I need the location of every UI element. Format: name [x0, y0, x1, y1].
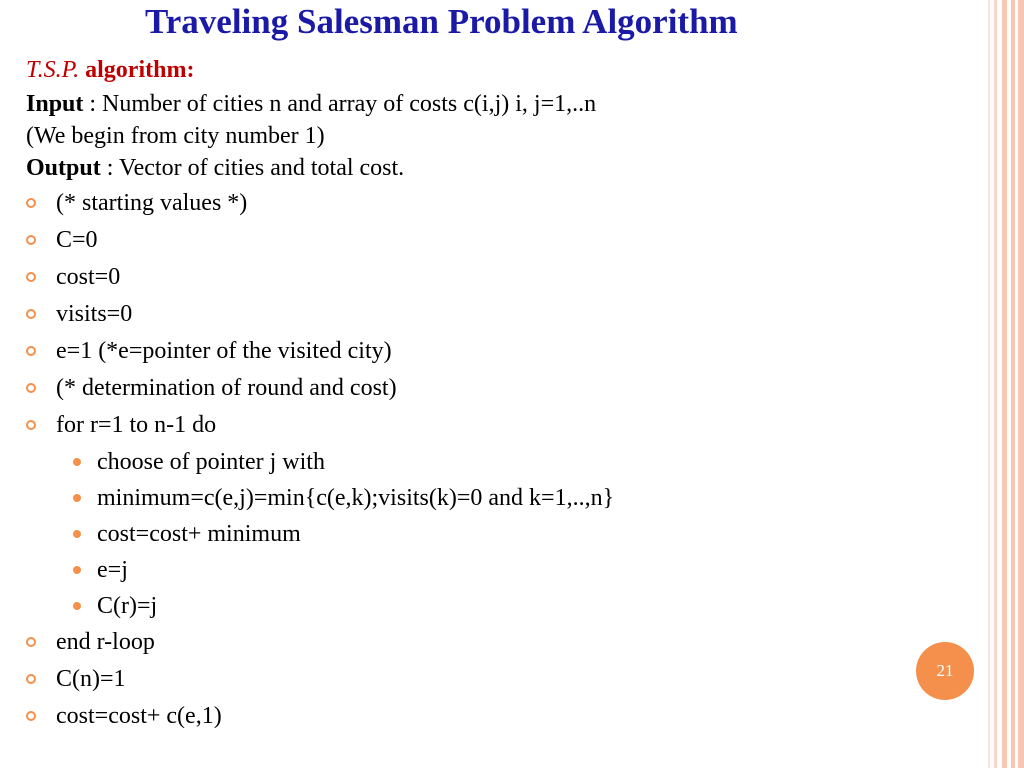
dot-bullet-icon	[73, 566, 81, 574]
ring-bullet-icon	[26, 383, 36, 393]
list-item	[26, 259, 906, 296]
list-item	[26, 333, 906, 370]
list-item	[26, 407, 906, 444]
sub-list-item-text: cost=cost+ minimum	[97, 521, 301, 547]
sub-list-item	[26, 588, 906, 624]
list-item	[26, 222, 906, 259]
list-item	[26, 698, 906, 735]
stripe	[994, 0, 997, 768]
dot-bullet-icon	[73, 530, 81, 538]
ring-bullet-icon	[26, 235, 36, 245]
list-item	[26, 185, 906, 222]
sub-list-item	[26, 480, 906, 516]
list-item-text: cost=0	[56, 264, 121, 290]
stripe	[1002, 0, 1007, 768]
input-text: : Number of cities n and array of costs c(i,j) i, j=1,..n	[83, 91, 597, 117]
ring-bullet-icon	[26, 346, 36, 356]
ring-bullet-icon	[26, 711, 36, 721]
list-item-text: C=0	[56, 227, 98, 253]
output-label: Output	[26, 155, 101, 181]
sub-list-item	[26, 552, 906, 588]
list-item-text: e=1 (*e=pointer of the visited city)	[56, 338, 392, 364]
stripe	[1018, 0, 1024, 768]
list-item	[26, 296, 906, 333]
list-item-text: (* determination of round and cost)	[56, 375, 397, 401]
decorative-stripes	[984, 0, 1024, 768]
sub-list-item-text: e=j	[97, 557, 128, 583]
dot-bullet-icon	[73, 494, 81, 502]
page-number-badge: 21	[916, 642, 974, 700]
stripe	[988, 0, 990, 768]
output-text: : Vector of cities and total cost.	[100, 155, 405, 181]
dot-bullet-icon	[73, 458, 81, 466]
list-item-text: (* starting values *)	[56, 190, 248, 216]
algorithm-heading	[26, 53, 906, 87]
list-item-text: end r-loop	[56, 629, 155, 655]
sub-list-item	[26, 444, 906, 480]
slide-content	[26, 53, 906, 735]
list-item	[26, 624, 906, 661]
list-item-text: visits=0	[56, 301, 133, 327]
sub-list-item-text: choose of pointer j with	[97, 449, 325, 475]
sub-list-item-text: minimum=c(e,j)=min{c(e,k);visits(k)=0 and k=1,..,n}	[97, 485, 615, 511]
sub-list-item-text: C(r)=j	[97, 593, 158, 619]
list-item-text: for r=1 to n-1 do	[56, 412, 217, 438]
algorithm-heading-abbrev: T.S.P.	[26, 57, 80, 83]
ring-bullet-icon	[26, 420, 36, 430]
ring-bullet-icon	[26, 637, 36, 647]
slide-title: Traveling Salesman Problem Algorithm	[145, 2, 738, 41]
stripe	[1011, 0, 1015, 768]
list-item-text: cost=cost+ c(e,1)	[56, 703, 222, 729]
input-line	[26, 87, 906, 121]
input-label: Input	[26, 91, 84, 117]
ring-bullet-icon	[26, 309, 36, 319]
list-item	[26, 661, 906, 698]
sub-list-item	[26, 516, 906, 552]
list-item-text: C(n)=1	[56, 666, 126, 692]
output-line	[26, 151, 906, 185]
list-item	[26, 370, 906, 407]
algorithm-heading-rest: algorithm:	[79, 57, 195, 83]
begin-note: (We begin from city number 1)	[26, 123, 325, 149]
ring-bullet-icon	[26, 674, 36, 684]
dot-bullet-icon	[73, 602, 81, 610]
ring-bullet-icon	[26, 198, 36, 208]
ring-bullet-icon	[26, 272, 36, 282]
